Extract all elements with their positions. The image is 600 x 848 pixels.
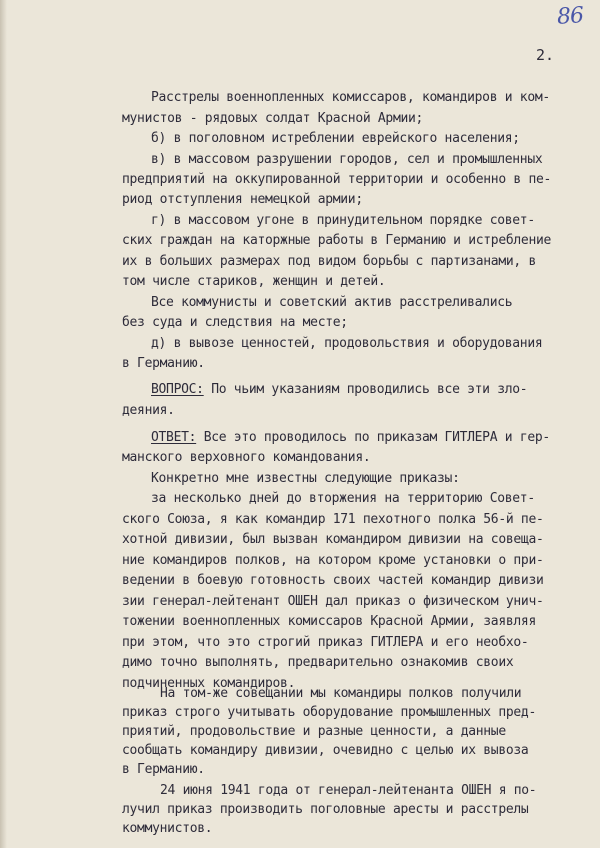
text-line: мунистов - рядовых солдат Красной Армии;: [122, 111, 424, 126]
text-line: лучил приказ производить поголовные аресты и расстрелы: [122, 802, 529, 817]
text-line: приятий, продовольствие и разные ценности, а данные: [122, 724, 506, 739]
text-line: при этом, что это строгий приказ ГИТЛЕРА и его необхо-: [122, 635, 529, 650]
text-line: сообщать командиру дивизии, очевидно с целью их вывоза: [122, 743, 529, 758]
text-line: манского верховного командования.: [122, 450, 371, 465]
text-line: 24 июня 1941 года от генерал-лейтенанта ОШЕН я по-: [160, 783, 537, 798]
text-line: коммунистов.: [122, 821, 213, 836]
text-line: тожении военнопленных комиссаров Красной Армии, заявляя: [122, 614, 536, 629]
text-line: ведении в боевую готовность своих частей командир дивизи: [122, 573, 544, 588]
text-line: г) в массовом угоне в принудительном порядке совет-: [151, 213, 535, 228]
text-line: предприятий на оккупированной территории и особенно в пе-: [122, 172, 552, 187]
page-edge-shadow: [0, 0, 7, 848]
text-line: ние командиров полков, на котором кроме установки о при-: [122, 553, 544, 568]
text-line: приказ строго учитывать оборудование промышленных пред-: [122, 705, 536, 720]
text-line: Все коммунисты и советский актив расстреливались: [151, 295, 513, 310]
question-line: ВОПРОС: По чьим указаниям проводились все эти зло-: [151, 382, 528, 397]
text-line: ского Союза, я как командир 171 пехотного полка 56-й пе-: [122, 512, 544, 527]
text-line: д) в вывозе ценностей, продовольствия и оборудования: [151, 336, 543, 351]
archive-folio-number: 86: [556, 3, 584, 30]
text-line: без суда и следствия на месте;: [122, 315, 348, 330]
text-line: Расстрелы военнопленных комиссаров, командиров и ком-: [151, 90, 550, 105]
text-line: их в больших размерах под видом борьбы с партизанами, в: [122, 254, 536, 269]
text-line: хотной дивизии, был вызван командиром дивизии на совеща-: [122, 532, 544, 547]
text-line: деяния.: [122, 403, 175, 418]
text-line: в Германию.: [122, 356, 205, 371]
page-number: 2.: [536, 46, 555, 64]
answer-line: ОТВЕТ: Все это проводилось по приказам ГИТЛЕРА и гер-: [151, 430, 550, 445]
question-label: ВОПРОС:: [151, 382, 204, 397]
text-line: подчиненных командиров.: [122, 676, 296, 691]
text-line: димо точно выполнять, предварительно ознакомив своих: [122, 655, 514, 670]
answer-label: ОТВЕТ:: [151, 430, 197, 445]
text-line: том числе стариков, женщин и детей.: [122, 274, 386, 289]
text-line: риод отступления немецкой армии;: [122, 192, 363, 207]
text-line: зии генерал-лейтенант ОШЕН дал приказ о физическом унич-: [122, 594, 544, 609]
text-line: ских граждан на каторжные работы в Германию и истребление: [122, 233, 552, 248]
text-line: На том-же совещании мы командиры полков получили: [160, 686, 522, 701]
text-line: в) в массовом разрушении городов, сел и промышленных: [151, 152, 543, 167]
text-line: в Германию.: [122, 762, 205, 777]
text-line: за несколько дней до вторжения на территорию Совет-: [151, 491, 535, 506]
text-line: б) в поголовном истреблении еврейского населения;: [151, 131, 520, 146]
text-line: Конкретно мне известны следующие приказы:: [151, 471, 460, 486]
